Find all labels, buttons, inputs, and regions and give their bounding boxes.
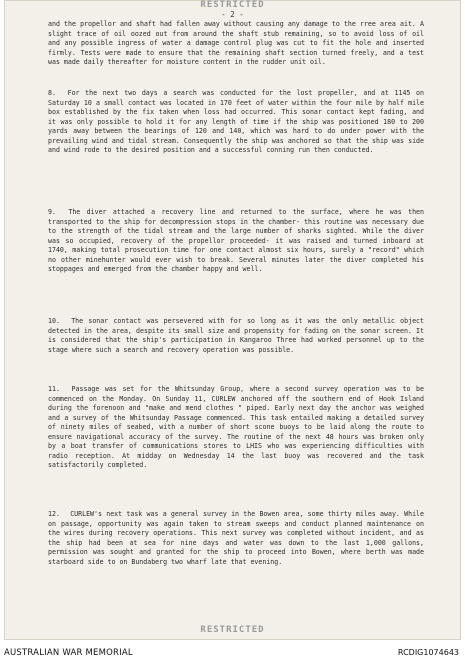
- archive-footer: [0, 640, 465, 666]
- paragraph-number: 10.: [48, 317, 60, 325]
- archive-name: AUSTRALIAN WAR MEMORIAL: [4, 648, 133, 658]
- paragraph-text: Passage was set for the Whitsunday Group, where a second survey operation was to be commenced on the Monday. On Sunday 11, CURLEW anchored off the southern end of Hook Island during the forenoon and "make and mend clothes " piped. Early next day the anchor was weighed and a survey of the Whitsunday Passage commenced. This task entailed making a detailed survey of ninety miles of seabed, with a number of short scone buoys to be laid along the route to ensure navigational accuracy of the survey. The routine of the next 48 hours was broken only by a boat transfer of communications stores to LHIS who was experiencing difficulties with radio reception. At midday on Wednesday 14 the last buoy was recovered and the task satisfactorily completed.: [48, 385, 424, 470]
- paragraph-11: [48, 385, 424, 471]
- restricted-stamp-top: RESTRICTED: [200, 0, 265, 10]
- paragraph-8: [48, 89, 424, 156]
- paragraph-number: 9.: [48, 208, 56, 216]
- restricted-stamp-bottom: RESTRICTED: [200, 625, 265, 635]
- paragraph-text: For the next two days a search was conducted for the lost propeller, and at 1145 on Saturday 10 a small contact was located in 170 feet of water within the four mile by half mile box established by the fix taken when loss had occurred. This sonar contact kept fading, and it was only possible to hold it for any length of time if the ship was positioned 180 to 200 yards away between the bearings of 120 and 140, which was hard to do under power with the prevailing wind and tidal stream. Consequently the ship was anchored so that the ship was side and wind rode to the desired position and a successful conning run then conducted.: [48, 89, 424, 155]
- paragraph-12: [48, 510, 424, 567]
- page-number: - 2 -: [221, 10, 244, 19]
- paragraph-number: 8.: [48, 89, 56, 97]
- document-page: [4, 0, 461, 640]
- paragraph-continuation: [48, 20, 424, 68]
- paragraph-text: The sonar contact was persevered with for so long as it was the only metallic object detected in the area, despite its small size and propensity for fading on the sonar screen. It is considered that the ship's participation in Kangaroo Three had worked personnel up to the stage where such a search and recovery operation was possible.: [48, 317, 424, 354]
- paragraph-text: CURLEW's next task was a general survey in the Bowen area, some thirty miles away. While on passage, opportunity was again taken to stream sweeps and conduct planned maintenance on the wires during recovery operations. This next survey was completed without incident, and as the ship had been at sea for nine days and water was down to the last 1,000 gallons, permission was sought and granted for the ship to proceed into Bowen, where berth was made starboard side to on Bundaberg two wharf late that evening.: [48, 510, 424, 566]
- paragraph-number: 11.: [48, 385, 60, 393]
- paragraph-text: The diver attached a recovery line and returned to the surface, where he was then transported to the ship for decompression stops in the chamber- this routine was necessary due to the strength of the tidal stream and the large number of sharks sighted. While the diver was so occupied, recovery of the propellor proceeded- it was raised and turned inboard at 1740, making total prosecution time for one contact almost six hours, surely a "record" which no other minehunter would ever wish to break. Several minutes later the diver completed his stoppages and emerged from the chamber happy and well.: [48, 208, 424, 274]
- paragraph-9: [48, 208, 424, 275]
- paragraph-10: [48, 317, 424, 355]
- record-id: RCDIG1074643: [397, 648, 459, 657]
- paragraph-number: 12.: [48, 510, 60, 518]
- paragraph-text: and the propellor and shaft had fallen away without causing any damage to the rree area ait. A slight trace of oil oozed out from around the shaft stub remaining, so to avoid loss of oil and any possible ingress of water a damage control plug was cut to fit the hole and inserted firmly. Tests were made to ensure that the remaining shaft section turned freely, and a test was made daily thereafter for moisture content in the rudder unit oil.: [48, 20, 424, 67]
